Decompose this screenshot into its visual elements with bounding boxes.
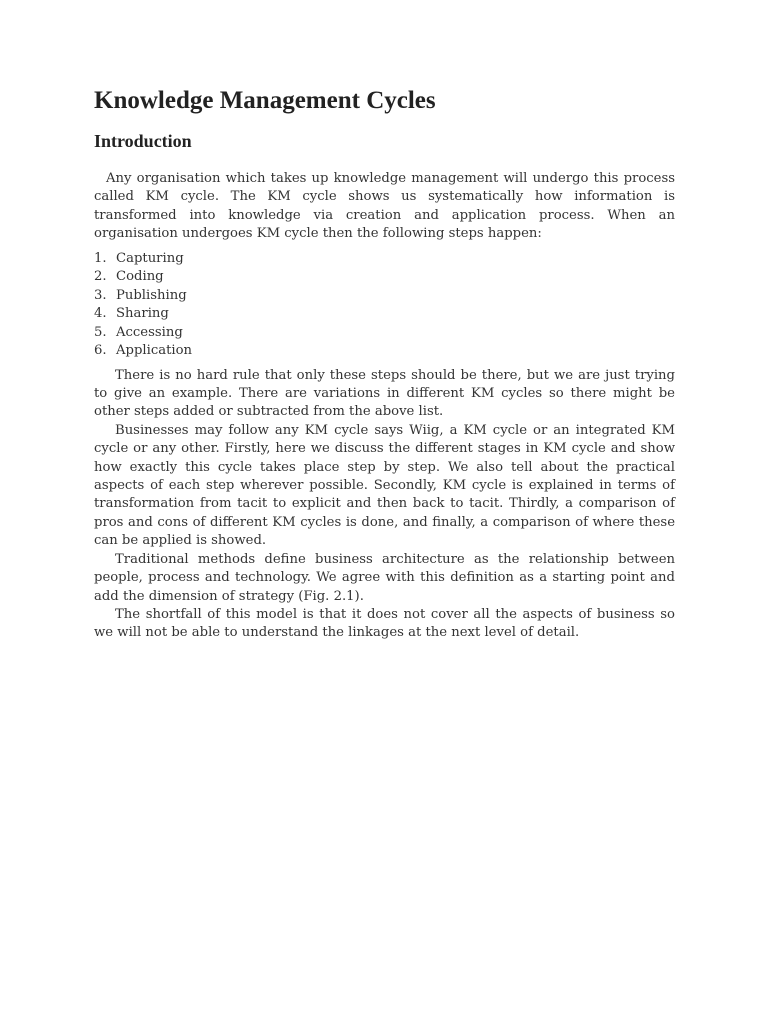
body-paragraph: Businesses may follow any KM cycle says Wiig, a KM cycle or an integrated KM cycle or any other. Firstly, here we discuss the different stages in KM cycle and show how exactly this cycle takes place step by step. We also tell about the practical aspects of each step wherever possible. Secondly, KM cycle is explained in terms of transformation from tacit to explicit and then back to tacit. Thirdly, a comparison of pros and cons of different KM cycles is done, and finally, a comparison of where these can be applied is showed.	[94, 422, 675, 549]
intro-paragraph: Any organisation which takes up knowledge management will undergo this process called KM cycle. The KM cycle shows us systematically how information is transformed into knowledge via creation and application process. When an organisation undergoes KM cycle then the following steps happen:	[94, 171, 675, 242]
list-item-label: Capturing	[116, 250, 184, 266]
list-item-label: Accessing	[116, 324, 183, 340]
list-item-label: Sharing	[116, 306, 169, 322]
list-item-number: 6.	[94, 343, 107, 359]
list-item-label: Coding	[116, 269, 164, 285]
list-item-number: 2.	[94, 269, 107, 285]
body-paragraph: The shortfall of this model is that it does not cover all the aspects of business so we will not be able to understand the linkages at the next level of detail.	[94, 606, 675, 641]
section-heading-introduction: Introduction	[94, 131, 192, 151]
list-item-number: 5.	[94, 324, 107, 340]
body-paragraph: There is no hard rule that only these steps should be there, but we are just trying to give an example. There are variations in different KM cycles so there might be other steps added or subtracted from the above list.	[94, 367, 675, 420]
document-title: Knowledge Management Cycles	[94, 87, 436, 114]
steps-list	[94, 250, 675, 361]
list-item-number: 3.	[94, 287, 107, 303]
body-paragraph: Traditional methods define business architecture as the relationship between people, process and technology. We agree with this definition as a starting point and add the dimension of strategy (Fig. 2.1).	[94, 551, 675, 604]
list-item	[94, 305, 675, 324]
list-item	[94, 250, 675, 269]
list-item-number: 1.	[94, 250, 107, 266]
list-item	[94, 287, 675, 306]
list-item	[94, 324, 675, 343]
list-item	[94, 268, 675, 287]
list-item-label: Publishing	[116, 287, 187, 303]
document-page	[94, 84, 675, 643]
list-item	[94, 342, 675, 361]
list-item-label: Application	[116, 343, 193, 359]
list-item-number: 4.	[94, 306, 107, 322]
